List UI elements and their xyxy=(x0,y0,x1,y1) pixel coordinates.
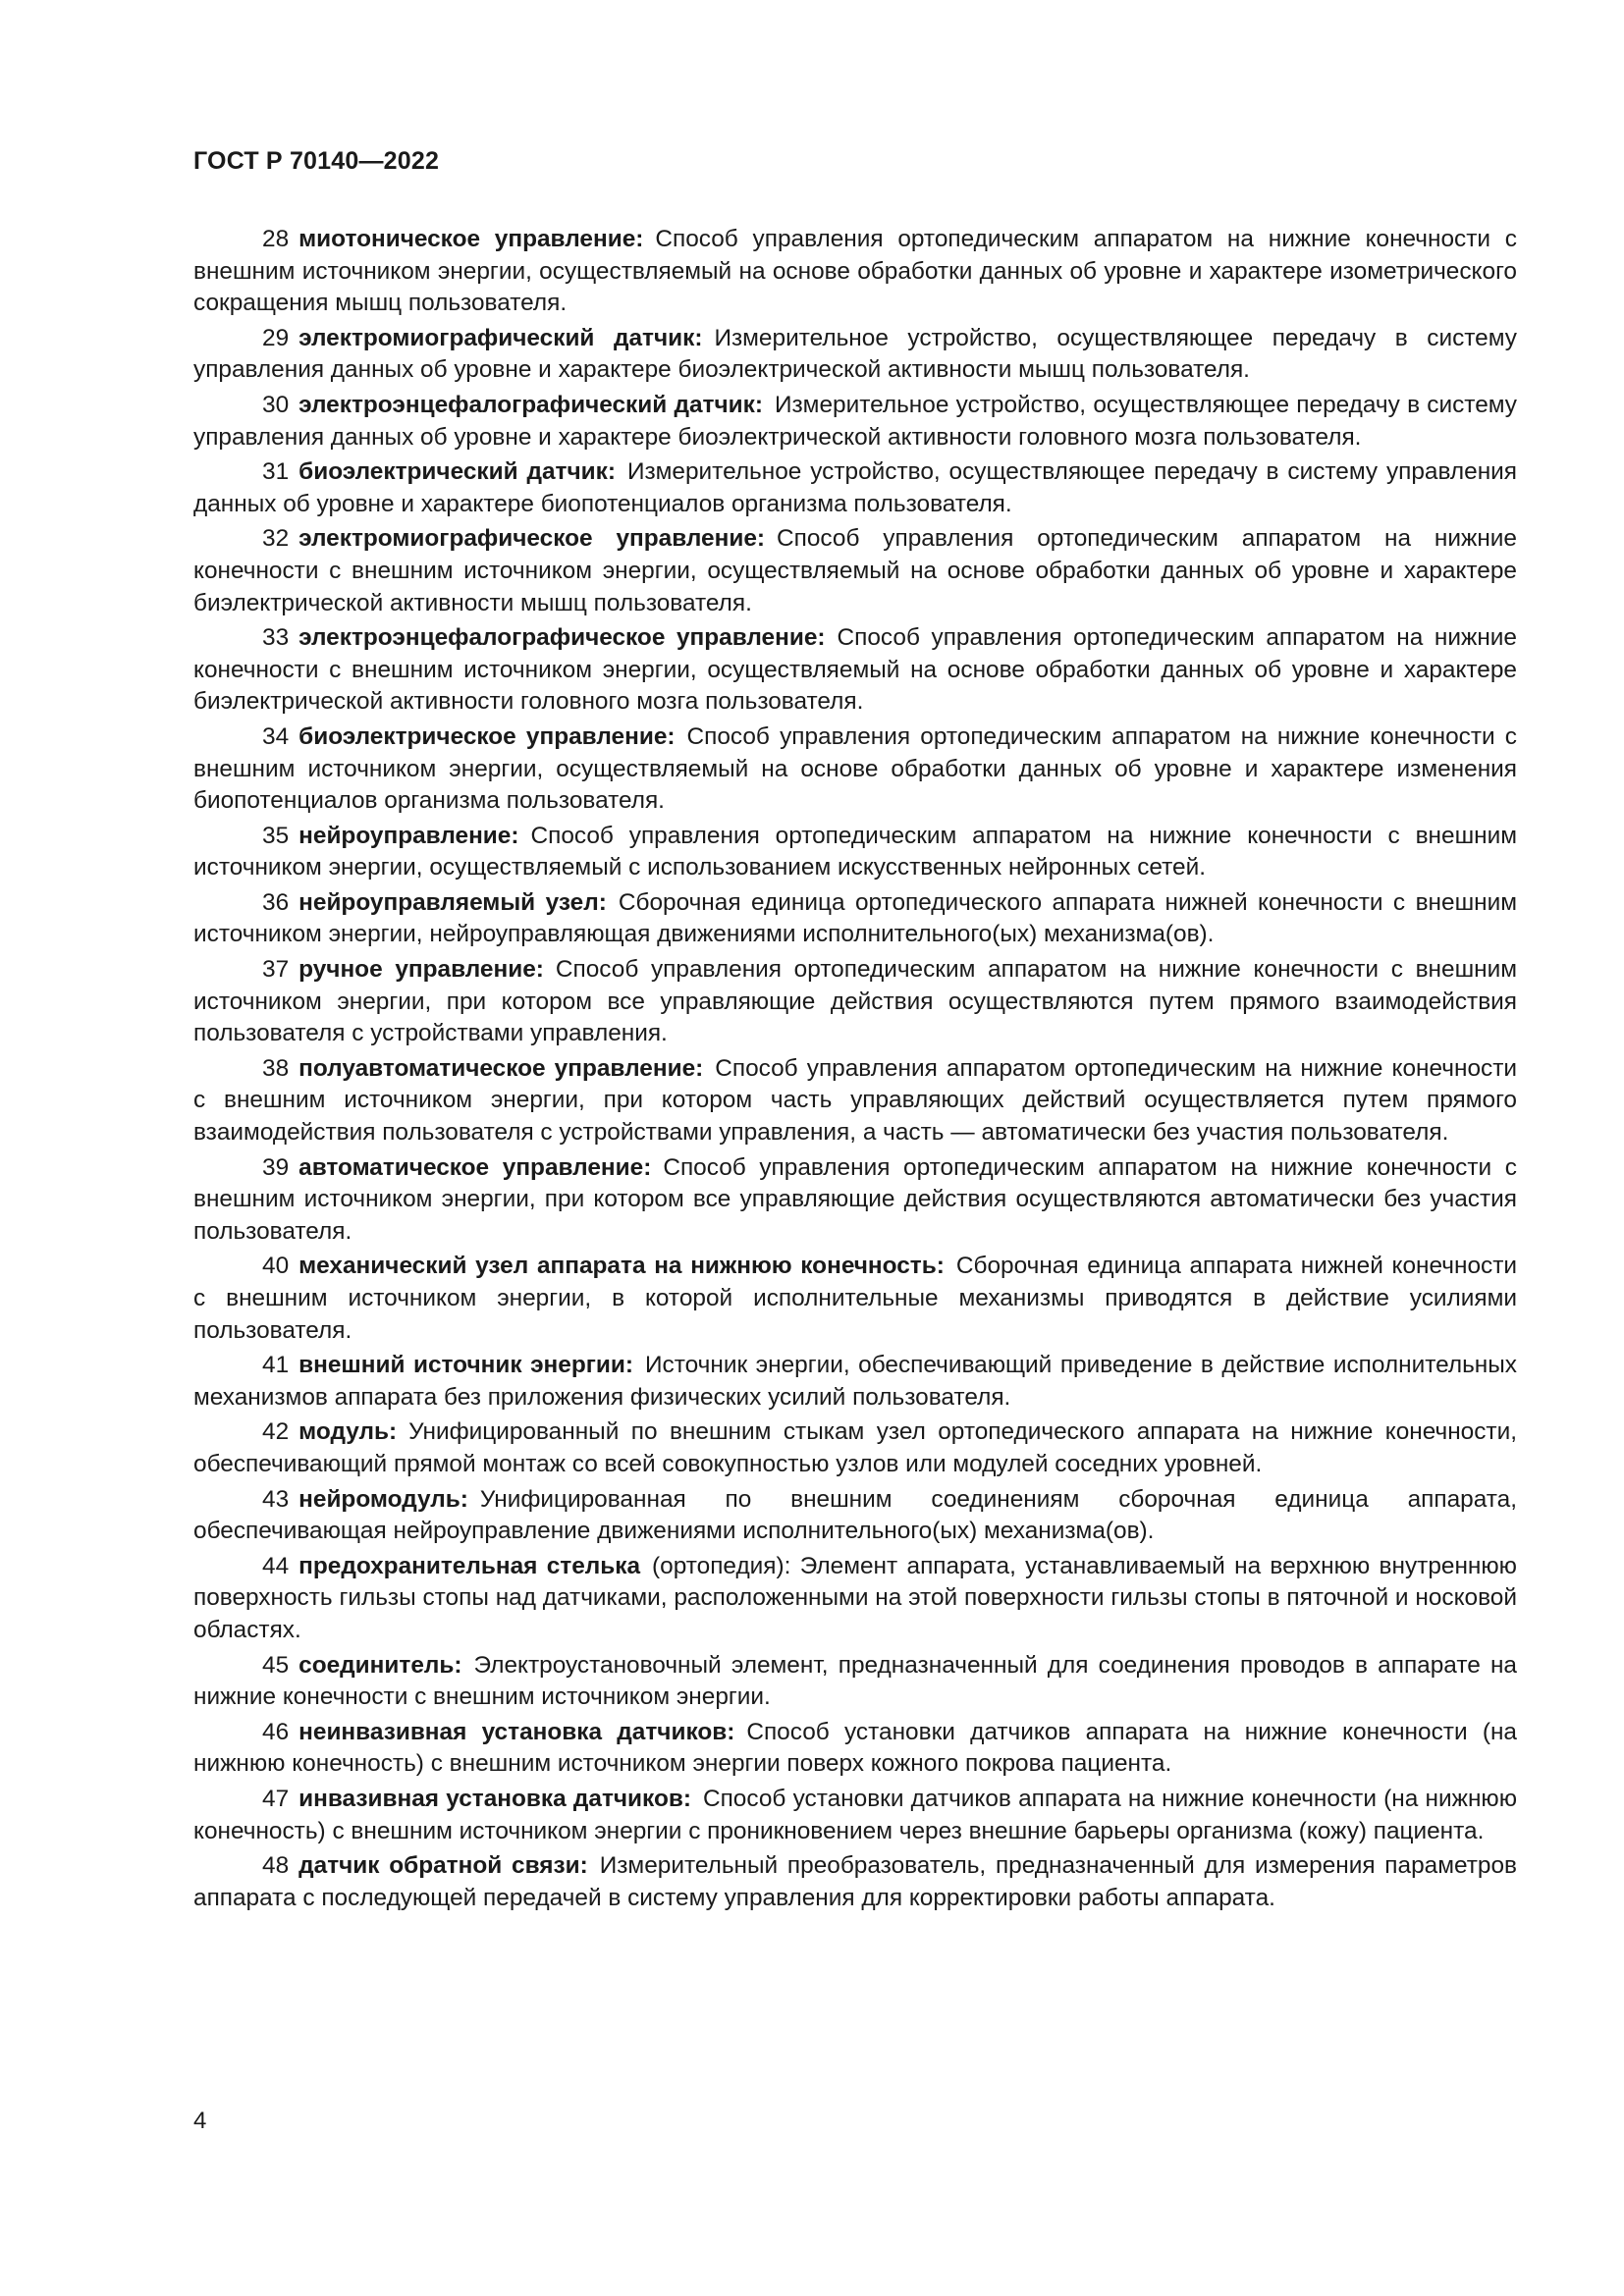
term-definition: Способ управления аппаратом ортопедическим на нижние конечности с внешним источником энергии, при котором часть управляющих действий осуществляется путем прямого взаимодействия пользователя с устройствами управления, а часть — автоматически без участия пользователя. xyxy=(193,1054,1517,1147)
term-definition: Способ управления ортопедическим аппаратом на нижние конечности с внешним источником энергии, при котором все управляющие действия осуществляются автоматически без участия пользователя. xyxy=(193,1153,1518,1245)
document-header: ГОСТ Р 70140—2022 xyxy=(193,147,440,175)
term-definition: Способ управления ортопедическим аппаратом на нижние конечности с внешним источником энергии, при котором все управляющие действия осуществляются путем прямого взаимодействия пользователя с устройствами управления. xyxy=(193,956,1517,1047)
term-name: миотоническое управление: xyxy=(298,226,644,252)
term-definition: Сборочная единица ортопедического аппарата нижней конечности с внешним источником энергии, нейроуправляющая движениями исполнительного(ых) механизма(ов). xyxy=(193,888,1517,948)
term-entry xyxy=(193,390,1517,454)
term-entry xyxy=(193,821,1517,884)
term-entry xyxy=(193,887,1517,951)
term-name: инвазивная установка датчиков: xyxy=(298,1785,691,1812)
term-number: 39 xyxy=(262,1153,290,1181)
term-entry xyxy=(193,1650,1517,1714)
term-definition: Унифицированный по внешним стыкам узел ортопедического аппарата на нижние конечности, обеспечивающий прямой монтаж со всей совокупностью узлов или модулей соседних уровней. xyxy=(193,1418,1517,1477)
term-number: 40 xyxy=(262,1253,290,1280)
term-number: 46 xyxy=(262,1718,290,1745)
term-definition: Способ управления ортопедическим аппаратом на нижние конечности с внешним источником энергии, осуществляемый на основе обработки данных об уровне и характере изометрического сокращения мышц пользователя. xyxy=(193,226,1517,317)
term-number: 43 xyxy=(262,1485,290,1513)
term-name: электроэнцефалографическое управление: xyxy=(298,624,826,652)
term-entry xyxy=(193,1784,1517,1847)
term-entry xyxy=(193,721,1517,818)
term-name: электромиографическое управление: xyxy=(298,525,766,553)
term-name: электромиографический датчик: xyxy=(298,324,703,351)
term-entry xyxy=(193,1350,1517,1414)
term-number: 38 xyxy=(262,1054,290,1082)
term-number: 30 xyxy=(262,391,290,418)
term-definition: Способ установки датчиков аппарата на нижние конечности (на нижнюю конечность) с внешним источником энергии с проникновением через внешние барьеры организма (кожу) пациента. xyxy=(193,1785,1517,1844)
term-definition: Измерительное устройство, осуществляющее передачу в систему управления данных об уровне и характере биопотенциалов организма пользователя. xyxy=(193,458,1517,517)
term-definition: (ортопедия): Элемент аппарата, устанавливаемый на верхнюю внутреннюю поверхность гильзы стопы над датчиками, расположенными на этой поверхности гильзы стопы в пяточной и носковой областях. xyxy=(193,1552,1517,1643)
page-number: 4 xyxy=(193,2108,207,2134)
term-number: 31 xyxy=(262,458,290,486)
term-entry xyxy=(193,954,1517,1050)
term-entry xyxy=(193,1416,1517,1480)
term-name: полуавтоматическое управление: xyxy=(298,1054,704,1082)
term-number: 33 xyxy=(262,624,290,652)
term-number: 45 xyxy=(262,1651,290,1679)
term-entry xyxy=(193,1053,1517,1149)
term-entry xyxy=(193,1850,1517,1914)
term-definition: Измерительное устройство, осуществляющее передачу в систему управления данных об уровне и характере биоэлектрической активности мышц пользователя. xyxy=(193,324,1517,384)
term-name: неинвазивная установка датчиков: xyxy=(298,1718,735,1745)
term-name: датчик обратной связи: xyxy=(298,1852,588,1880)
term-entry xyxy=(193,1551,1517,1647)
term-name: нейромодуль: xyxy=(298,1485,468,1513)
term-number: 29 xyxy=(262,324,290,351)
term-definition: Унифицированная по внешним соединениям сборочная единица аппарата, обеспечивающая нейроуправление движениями исполнительного(ых) механизма(ов). xyxy=(193,1485,1517,1545)
term-name: модуль: xyxy=(298,1418,398,1446)
term-number: 44 xyxy=(262,1552,290,1579)
term-number: 36 xyxy=(262,888,290,916)
term-definition: Сборочная единица аппарата нижней конечности с внешним источником энергии, в которой исполнительные механизмы приводятся в действие усилиями пользователя. xyxy=(193,1253,1517,1344)
term-entry xyxy=(193,622,1517,719)
term-entry xyxy=(193,456,1517,520)
term-name: биоэлектрическое управление: xyxy=(298,722,676,750)
term-number: 37 xyxy=(262,956,290,984)
term-number: 35 xyxy=(262,822,290,849)
term-name: электроэнцефалографический датчик: xyxy=(298,391,763,418)
term-name: соединитель: xyxy=(298,1651,462,1679)
term-definition: Способ управления ортопедическим аппаратом на нижние конечности с внешним источником энергии, осуществляемый на основе обработки данных об уровне и характере биэлектрической активности мышц пользователя. xyxy=(193,525,1517,616)
term-entry xyxy=(193,1251,1517,1347)
term-definition: Электроустановочный элемент, предназначенный для соединения проводов в аппарате на нижние конечности с внешним источником энергии. xyxy=(193,1651,1517,1711)
term-definition: Способ управления ортопедическим аппаратом на нижние конечности с внешним источником энергии, осуществляемый на основе обработки данных об уровне и характере изменения биопотенциалов организма пользователя. xyxy=(193,722,1518,815)
term-entry xyxy=(193,1152,1517,1249)
term-name: нейроуправление: xyxy=(298,822,519,849)
term-definition: Измерительный преобразователь, предназначенный для измерения параметров аппарата с последующей передачей в систему управления для корректировки работы аппарата. xyxy=(193,1852,1517,1911)
term-number: 47 xyxy=(262,1785,290,1812)
term-number: 41 xyxy=(262,1352,290,1379)
term-number: 42 xyxy=(262,1418,290,1446)
term-entry xyxy=(193,1717,1517,1781)
term-name: биоэлектрический датчик: xyxy=(298,458,616,486)
term-number: 28 xyxy=(262,226,290,252)
term-name: механический узел аппарата на нижнюю конечность: xyxy=(298,1253,945,1280)
term-entry xyxy=(193,1484,1517,1548)
term-name: предохранительная стелька xyxy=(298,1552,641,1579)
term-name: автоматическое управление: xyxy=(298,1153,652,1181)
term-definition: Способ установки датчиков аппарата на нижние конечности (на нижнюю конечность) с внешним источником энергии поверх кожного покрова пациента. xyxy=(193,1718,1517,1778)
terms-list xyxy=(193,224,1517,1917)
term-entry xyxy=(193,323,1517,387)
term-number: 32 xyxy=(262,525,290,553)
term-definition: Способ управления ортопедическим аппаратом на нижние конечности с внешним источником энергии, осуществляемый с использованием искусственных нейронных сетей. xyxy=(193,822,1517,881)
term-definition: Способ управления ортопедическим аппаратом на нижние конечности с внешним источником энергии, осуществляемый на основе обработки данных об уровне и характере биэлектрической активности головного мозга пользователя. xyxy=(193,624,1517,716)
term-number: 48 xyxy=(262,1852,290,1880)
term-name: нейроуправляемый узел: xyxy=(298,888,607,916)
term-definition: Измерительное устройство, осуществляющее передачу в систему управления данных об уровне и характере биоэлектрической активности головного мозга пользователя. xyxy=(193,391,1518,451)
term-entry xyxy=(193,224,1517,320)
term-definition: Источник энергии, обеспечивающий приведение в действие исполнительных механизмов аппарата без приложения физических усилий пользователя. xyxy=(193,1352,1517,1411)
term-entry xyxy=(193,523,1517,619)
term-number: 34 xyxy=(262,722,290,750)
term-name: внешний источник энергии: xyxy=(298,1352,634,1379)
term-name: ручное управление: xyxy=(298,956,544,984)
